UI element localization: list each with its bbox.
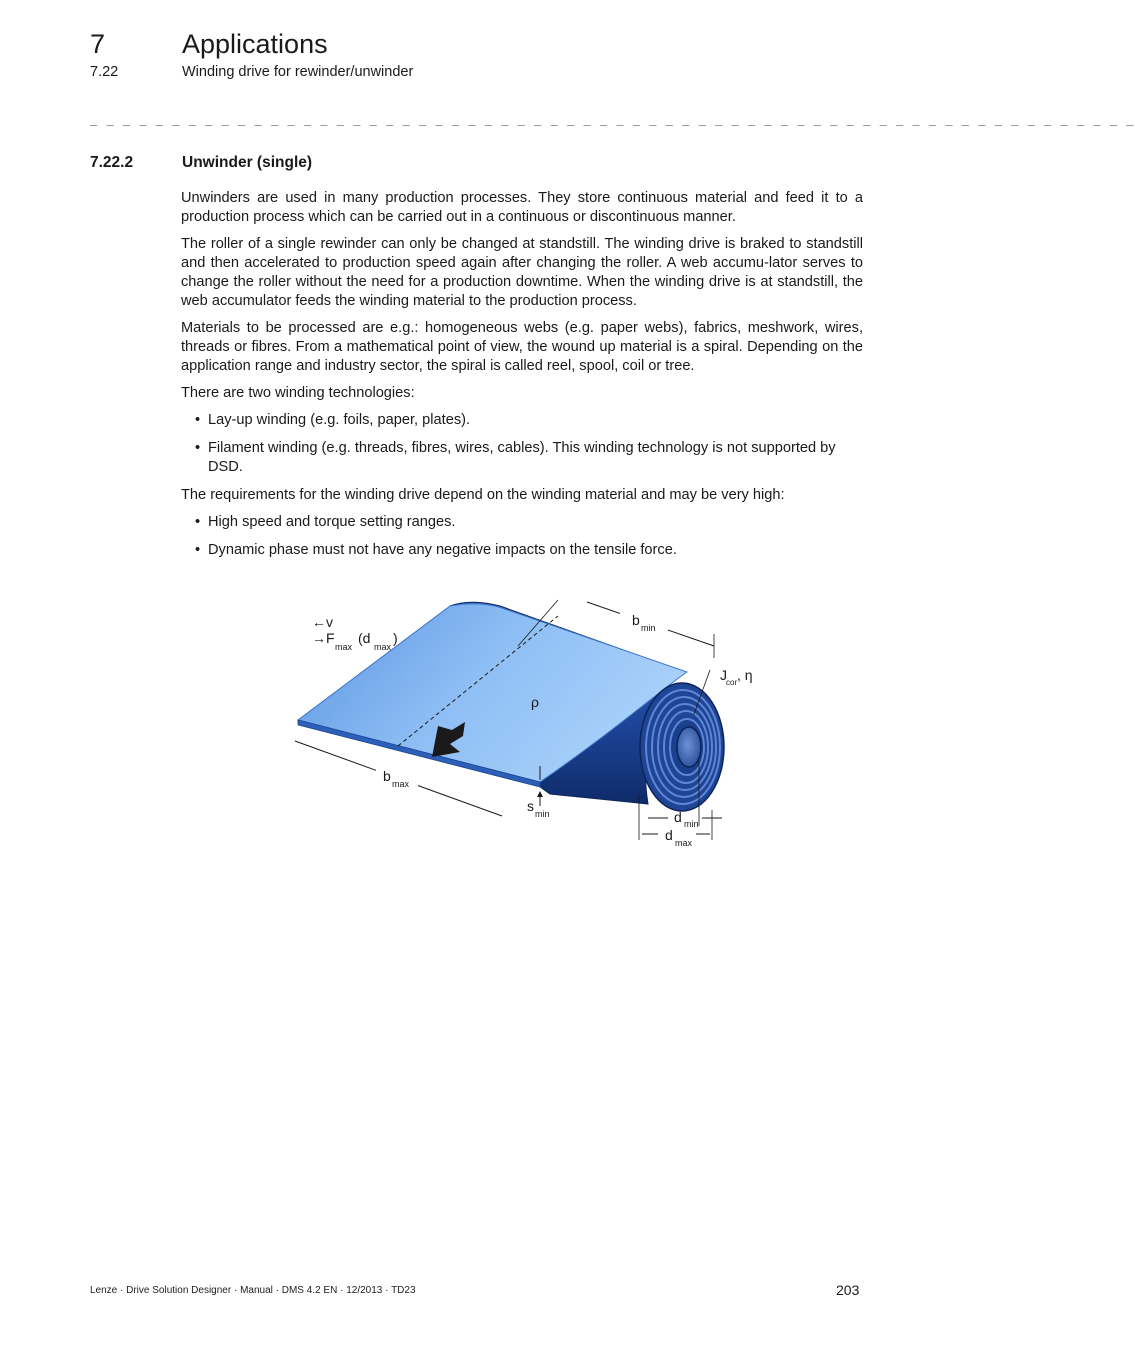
unwinder-diagram	[290, 594, 760, 854]
bullet: •	[195, 542, 201, 558]
d-sub: max	[374, 642, 392, 652]
paragraph: The requirements for the winding drive depend on the winding material and may be very high:	[181, 487, 785, 503]
list-item	[181, 541, 863, 560]
list-item	[181, 513, 863, 532]
technology-list	[181, 411, 863, 477]
section-number: 7.22	[90, 64, 119, 80]
jcor-sub: cor	[726, 678, 738, 687]
jcor-label: J	[720, 667, 727, 683]
list-item-text: Filament winding (e.g. threads, fibres, wires, cables). This winding technology is not supported by DSD.	[208, 440, 836, 475]
page-number: 203	[836, 1282, 860, 1298]
v-label: ←v	[312, 614, 333, 630]
list-item	[181, 439, 863, 477]
list-item-text: High speed and torque setting ranges.	[208, 514, 456, 530]
chapter-number: 7	[90, 29, 106, 59]
chapter-title: Applications	[182, 29, 328, 59]
list-item-text: Dynamic phase must not have any negative impacts on the tensile force.	[208, 542, 677, 558]
rho-label: ρ	[531, 694, 539, 710]
dmin-label: d	[674, 809, 682, 825]
paragraph: There are two winding technologies:	[181, 385, 415, 401]
subsection-title: Unwinder (single)	[182, 154, 313, 171]
smin-label: s	[527, 798, 534, 814]
dmin-sub: min	[684, 819, 699, 829]
bullet: •	[195, 514, 201, 530]
roll-end-face	[640, 683, 724, 811]
list-item-text: Lay-up winding (e.g. foils, paper, plates).	[208, 412, 471, 428]
paragraph: Materials to be processed are e.g.: homogeneous webs (e.g. paper webs), fabrics, meshwork, wires, threads or fibres. From a mathematical point of view, the wound up material is a spiral. Depending on the application range and industry sector, the spiral is called reel, spool, coil or tree.	[181, 320, 863, 374]
paragraph: Unwinders are used in many production processes. They store continuous material and feed it to a production process which can be carried out in a continuous or discontinuous manner.	[181, 190, 863, 225]
footer-document-info: Lenze · Drive Solution Designer · Manual · DMS 4.2 EN · 12/2013 · TD23	[90, 1285, 416, 1296]
f-label: →F	[312, 630, 335, 646]
requirements-list	[181, 513, 863, 560]
unwinder-figure	[290, 594, 760, 854]
eta-label: , η	[737, 667, 753, 683]
bullet: •	[195, 412, 201, 428]
bmax-label: b	[383, 768, 391, 784]
subsection-number: 7.22.2	[90, 154, 134, 171]
list-item	[181, 411, 863, 430]
body-content	[181, 189, 863, 569]
f-sub: max	[335, 642, 353, 652]
bmax-sub: max	[392, 779, 410, 789]
bullet: •	[195, 440, 201, 456]
paragraph: The roller of a single rewinder can only be changed at standstill. The winding drive is braked to standstill and then accelerated to production speed again after changing the roller. A web accumu-lator serves to change the roller without the need for a production downtime. When the winding drive is at standstill, the web accumulator feeds the winding material to the production process.	[181, 236, 863, 309]
smin-sub: min	[535, 809, 550, 819]
dmax-label: d	[665, 827, 673, 843]
section-title: Winding drive for rewinder/unwinder	[182, 64, 414, 80]
bmin-label: b	[632, 612, 640, 628]
header-divider: _ _ _ _ _ _ _ _ _ _ _ _ _ _ _ _ _ _ _ _ _ _ _ _ _ _ _ _ _ _ _ _ _ _ _ _ _ _ _ _ _ _ _ _ _ _ _ _ _ _ _ _ _ _ _ _ _ _ _ _ _ _ _ _	[90, 112, 1135, 126]
bmin-sub: min	[641, 623, 656, 633]
roll-core	[677, 727, 701, 767]
dmax-sub: max	[675, 838, 693, 848]
d-close: )	[393, 630, 398, 646]
d-open: (d	[358, 630, 371, 646]
